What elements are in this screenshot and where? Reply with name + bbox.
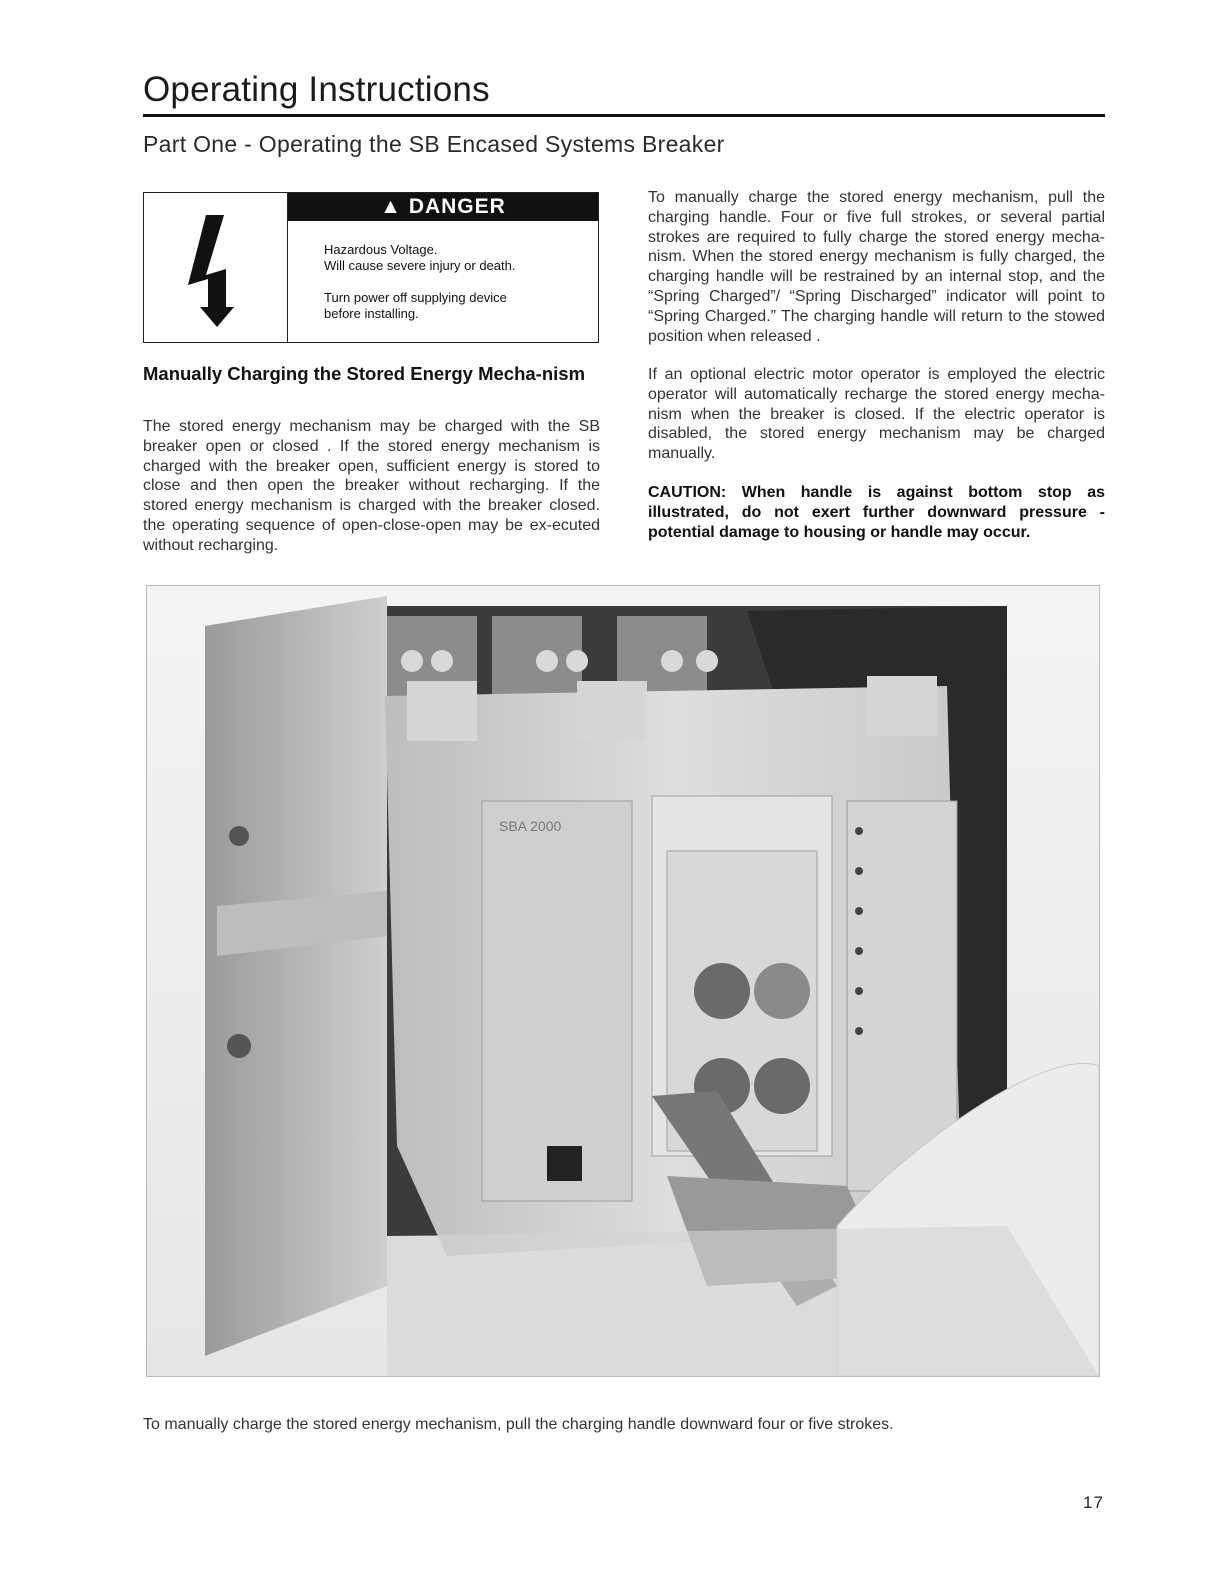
danger-label <box>143 192 599 343</box>
right-paragraph-2: If an optional electric motor operator is employed the electric operator will automatically recharge the stored energy mecha-nism when the breaker is closed. If the electric operator is disabled, the stored energy mechanism may be charged manually. <box>648 366 1105 463</box>
hazard-panel <box>144 193 288 342</box>
lightning-bolt-icon <box>144 193 287 342</box>
breaker-illustration <box>147 586 1099 1376</box>
danger-heading: DANGER <box>408 195 506 218</box>
left-paragraph: The stored energy mechanism may be charged with the SB breaker open or closed . If the stored energy mechanism is charged with the breaker open, sufficient energy is stored to close and then open the breaker without recharging. If the stored energy mechanism is charged with the breaker closed. the operating sequence of open-close-open may be ex-ecuted without recharging. <box>143 418 600 554</box>
danger-header <box>288 193 598 221</box>
breaker-photo <box>146 585 1100 1377</box>
caution-note: CAUTION: When handle is against bottom stop as illustrated, do not exert further downward pressure - potential damage to housing or handle may occur. <box>648 484 1105 541</box>
page-subtitle: Part One - Operating the SB Encased Systems Breaker <box>143 131 725 157</box>
page-title: Operating Instructions <box>143 66 1105 117</box>
danger-line-4: before installing. <box>324 306 419 321</box>
page-number: 17 <box>1083 1493 1104 1512</box>
right-paragraph-1: To manually charge the stored energy mechanism, pull the charging handle. Four or five full strokes, or several partial strokes are required to fully charge the stored energy mecha-nism. When the stored energy mechanism is fully charged, the charging handle will be restrained by an internal stop, and the “Spring Charged”/ “Spring Discharged” indicator will point to “Spring Charged.” The charging handle will return to the stowed position when released . <box>648 189 1105 345</box>
model-label: SBA 2000 <box>499 818 562 834</box>
section-heading: Manually Charging the Stored Energy Mecha-nism <box>143 363 586 384</box>
warning-triangle-icon: ▲ <box>380 195 402 218</box>
danger-line-3: Turn power off supplying device <box>324 290 507 305</box>
danger-line-1: Hazardous Voltage. <box>324 242 438 257</box>
figure-caption: To manually charge the stored energy mechanism, pull the charging handle downward four or five strokes. <box>143 1416 894 1433</box>
danger-line-2: Will cause severe injury or death. <box>324 258 516 273</box>
